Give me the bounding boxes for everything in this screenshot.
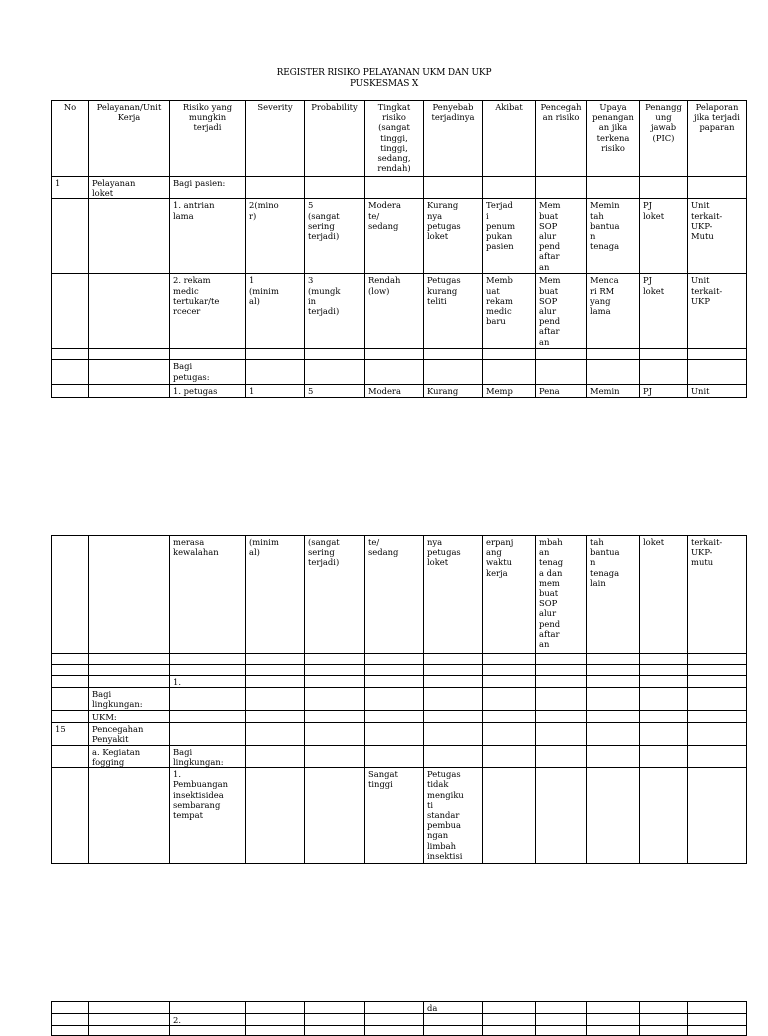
table-cell	[424, 676, 483, 688]
table-cell: Bagi lingkungan:	[89, 688, 170, 710]
table-cell	[52, 385, 89, 397]
table-cell	[365, 177, 424, 199]
table-cell	[587, 654, 640, 665]
table-cell: Terjad i penum pukan pasien	[483, 199, 536, 274]
table-row	[52, 768, 747, 864]
table-cell	[170, 349, 246, 360]
column-header: No	[52, 101, 89, 177]
column-header: Akibat	[483, 101, 536, 177]
table-cell	[483, 688, 536, 710]
table-cell	[424, 745, 483, 767]
table-cell: 1	[52, 177, 89, 199]
table-cell	[587, 1026, 640, 1036]
table-cell: 2. rekam medic tertukar/te rcecer	[170, 274, 246, 349]
table-cell	[52, 654, 89, 665]
table-row	[52, 654, 747, 665]
table-cell	[52, 1014, 89, 1026]
table-cell	[587, 177, 640, 199]
column-header: Tingkat risiko (sangat tinggi, tinggi, sedang, rendah)	[365, 101, 424, 177]
table-cell	[246, 722, 305, 745]
table-cell	[640, 177, 688, 199]
table-cell	[688, 688, 747, 710]
table-cell	[305, 360, 365, 385]
table-cell	[365, 722, 424, 745]
table-cell: Bagi petugas:	[170, 360, 246, 385]
table-cell: Bagi pasien:	[170, 177, 246, 199]
table-cell: da	[424, 1002, 483, 1014]
table-cell	[424, 665, 483, 676]
table-cell	[365, 360, 424, 385]
table-row	[52, 665, 747, 676]
table-cell	[587, 688, 640, 710]
table-cell	[424, 722, 483, 745]
table-cell	[246, 1026, 305, 1036]
title-line-2: PUSKESMAS X	[349, 79, 419, 89]
table-cell	[536, 654, 587, 665]
table-cell	[587, 710, 640, 722]
table-cell	[688, 768, 747, 864]
table-cell	[424, 710, 483, 722]
table-cell	[52, 360, 89, 385]
table-cell	[89, 385, 170, 397]
table-cell	[640, 710, 688, 722]
table-cell: Unit terkait- UKP- Mutu	[688, 199, 747, 274]
table-cell	[305, 1002, 365, 1014]
table-cell	[246, 745, 305, 767]
table-cell	[170, 1002, 246, 1014]
table-cell	[688, 360, 747, 385]
table-cell: 5	[305, 385, 365, 397]
table-cell	[89, 349, 170, 360]
table-cell	[170, 654, 246, 665]
table-cell	[587, 360, 640, 385]
table-cell: Petugas tidak mengiku ti standar pembua ngan limbah insektisi	[424, 768, 483, 864]
table-cell	[536, 768, 587, 864]
table-cell	[424, 349, 483, 360]
table-cell	[688, 177, 747, 199]
table-row	[52, 385, 747, 397]
table-cell	[52, 688, 89, 710]
table-cell	[365, 665, 424, 676]
table-cell	[52, 1026, 89, 1036]
table-cell: loket	[640, 536, 688, 654]
table-cell	[52, 676, 89, 688]
table-cell	[246, 177, 305, 199]
table-cell	[246, 688, 305, 710]
risk-register-table-page-2	[51, 535, 747, 864]
column-header: Pelaporan jika terjadi paparan	[688, 101, 747, 177]
table-cell	[424, 1026, 483, 1036]
column-header: Upaya penangan an jika terkena risiko	[587, 101, 640, 177]
table-cell	[640, 1014, 688, 1026]
table-cell	[89, 274, 170, 349]
table-cell	[640, 722, 688, 745]
table-cell	[365, 710, 424, 722]
table-cell	[365, 654, 424, 665]
table-row	[52, 1026, 747, 1036]
table-row	[52, 199, 747, 274]
table-cell	[170, 688, 246, 710]
table-cell: Mem buat SOP alur pend aftar an	[536, 274, 587, 349]
table-cell	[305, 349, 365, 360]
table-cell: PJ loket	[640, 274, 688, 349]
table-cell	[640, 665, 688, 676]
table-cell	[640, 676, 688, 688]
table-cell: Unit terkait- UKP	[688, 274, 747, 349]
table-cell	[587, 665, 640, 676]
table-cell: Sangat tinggi	[365, 768, 424, 864]
table-cell	[89, 1014, 170, 1026]
table-cell	[305, 722, 365, 745]
table-cell	[640, 745, 688, 767]
table-cell: Modera te/ sedang	[365, 199, 424, 274]
table-cell	[688, 722, 747, 745]
table-cell: 1.	[170, 676, 246, 688]
table-cell: a. Kegiatan fogging	[89, 745, 170, 767]
table-cell	[587, 676, 640, 688]
table-cell	[483, 745, 536, 767]
table-cell: tah bantua n tenaga lain	[587, 536, 640, 654]
table-row	[52, 745, 747, 767]
table-cell: 5 (sangat sering terjadi)	[305, 199, 365, 274]
table-cell	[536, 349, 587, 360]
table-row	[52, 274, 747, 349]
table-cell	[52, 768, 89, 864]
table-cell	[587, 349, 640, 360]
table-cell	[640, 349, 688, 360]
table-row	[52, 177, 747, 199]
header-row	[52, 101, 747, 177]
table-cell	[365, 1026, 424, 1036]
table-cell	[688, 349, 747, 360]
table-cell	[536, 722, 587, 745]
table-cell: erpanj ang waktu kerja	[483, 536, 536, 654]
table-cell	[89, 199, 170, 274]
table-cell: Pelayanan loket	[89, 177, 170, 199]
table-cell	[688, 654, 747, 665]
table-cell	[89, 768, 170, 864]
table-cell: 1. antrian lama	[170, 199, 246, 274]
table-cell	[52, 274, 89, 349]
table-cell	[536, 710, 587, 722]
table-cell	[688, 1026, 747, 1036]
table-cell	[424, 654, 483, 665]
table-cell: (minim al)	[246, 536, 305, 654]
table-cell	[52, 710, 89, 722]
table-cell	[305, 177, 365, 199]
table-cell	[52, 199, 89, 274]
table-cell	[536, 360, 587, 385]
table-row	[52, 676, 747, 688]
table-cell	[587, 768, 640, 864]
table-cell: Unit	[688, 385, 747, 397]
table-cell	[536, 665, 587, 676]
table-cell	[89, 1002, 170, 1014]
table-cell	[587, 1014, 640, 1026]
table-cell: 1 (minim al)	[246, 274, 305, 349]
risk-register-table-page-3	[51, 1001, 747, 1036]
table-cell: Rendah (low)	[365, 274, 424, 349]
table-cell: Pena	[536, 385, 587, 397]
column-header: Pencegah an risiko	[536, 101, 587, 177]
table-cell: UKM:	[89, 710, 170, 722]
table-cell	[424, 360, 483, 385]
table-cell	[246, 654, 305, 665]
table-cell	[52, 665, 89, 676]
table-cell: 1. petugas	[170, 385, 246, 397]
table-cell	[688, 665, 747, 676]
table-cell	[89, 665, 170, 676]
table-cell	[587, 722, 640, 745]
table-cell	[483, 177, 536, 199]
table-cell	[483, 768, 536, 864]
table-cell: Kurang	[424, 385, 483, 397]
table-cell	[365, 688, 424, 710]
table-cell	[246, 1014, 305, 1026]
table-cell: (sangat sering terjadi)	[305, 536, 365, 654]
table-cell	[305, 768, 365, 864]
table-cell	[305, 688, 365, 710]
table-cell	[483, 676, 536, 688]
table-cell: terkait- UKP- mutu	[688, 536, 747, 654]
table-cell	[688, 710, 747, 722]
table-cell: 2(mino r)	[246, 199, 305, 274]
column-header: Penangg ung jawab (PIC)	[640, 101, 688, 177]
table-cell	[640, 360, 688, 385]
table-cell	[587, 1002, 640, 1014]
table-cell	[305, 654, 365, 665]
table-cell	[483, 1014, 536, 1026]
table-cell	[52, 349, 89, 360]
table-cell	[52, 536, 89, 654]
table-row	[52, 360, 747, 385]
table-row	[52, 349, 747, 360]
table-cell	[536, 745, 587, 767]
table-cell	[305, 676, 365, 688]
table-cell: PJ	[640, 385, 688, 397]
table-cell: mbah an tenag a dan mem buat SOP alur pend aftar an	[536, 536, 587, 654]
table-cell	[305, 665, 365, 676]
table-cell	[587, 745, 640, 767]
table-cell	[246, 349, 305, 360]
table-cell: Petugas kurang teliti	[424, 274, 483, 349]
table-cell	[52, 1002, 89, 1014]
table-cell: Memin tah bantua n tenaga	[587, 199, 640, 274]
table-cell	[89, 536, 170, 654]
table-cell	[305, 1014, 365, 1026]
table-row	[52, 710, 747, 722]
table-cell	[170, 710, 246, 722]
table-cell	[483, 722, 536, 745]
table-cell	[246, 768, 305, 864]
table-cell	[246, 1002, 305, 1014]
table-row	[52, 1014, 747, 1026]
table-cell	[640, 688, 688, 710]
table-cell	[688, 745, 747, 767]
table-cell: Pencegahan Penyakit	[89, 722, 170, 745]
table-cell	[170, 722, 246, 745]
table-cell: Memin	[587, 385, 640, 397]
table-cell	[52, 745, 89, 767]
table-cell	[640, 654, 688, 665]
column-header: Penyebab terjadinya	[424, 101, 483, 177]
table-cell	[246, 710, 305, 722]
column-header: Probability	[305, 101, 365, 177]
table-cell: Modera	[365, 385, 424, 397]
table-row	[52, 688, 747, 710]
table-cell: 1. Pembuangan insektisidea sembarang tempat	[170, 768, 246, 864]
table-row	[52, 1002, 747, 1014]
table-cell	[424, 688, 483, 710]
table-cell	[89, 360, 170, 385]
table-cell	[424, 177, 483, 199]
table-cell	[640, 1002, 688, 1014]
table-cell	[483, 1002, 536, 1014]
table-cell: 1	[246, 385, 305, 397]
column-header: Severity	[246, 101, 305, 177]
table-cell	[483, 710, 536, 722]
table-cell	[483, 654, 536, 665]
table-cell: Memb uat rekam medic baru	[483, 274, 536, 349]
table-cell: 3 (mungk in terjadi)	[305, 274, 365, 349]
table-row	[52, 722, 747, 745]
table-cell	[365, 1002, 424, 1014]
table-cell	[688, 1014, 747, 1026]
table-cell: Mem buat SOP alur pend aftar an	[536, 199, 587, 274]
table-cell: Bagi lingkungan:	[170, 745, 246, 767]
table-cell	[246, 676, 305, 688]
table-cell	[89, 654, 170, 665]
table-cell	[640, 1026, 688, 1036]
table-cell	[89, 1026, 170, 1036]
table-cell: PJ loket	[640, 199, 688, 274]
risk-register-table-page-1	[51, 100, 747, 398]
document-title	[0, 68, 768, 90]
table-cell	[365, 676, 424, 688]
table-row	[52, 536, 747, 654]
table-cell	[536, 1026, 587, 1036]
table-cell	[305, 1026, 365, 1036]
table-cell	[483, 349, 536, 360]
table-cell	[365, 349, 424, 360]
table-cell	[424, 1014, 483, 1026]
table-cell	[246, 360, 305, 385]
table-cell	[365, 745, 424, 767]
table-cell	[483, 665, 536, 676]
table-cell	[536, 1002, 587, 1014]
column-header: Pelayanan/Unit Kerja	[89, 101, 170, 177]
column-header: Risiko yang mungkin terjadi	[170, 101, 246, 177]
table-cell	[483, 360, 536, 385]
table-cell	[89, 676, 170, 688]
table-cell	[640, 768, 688, 864]
title-line-1: REGISTER RISIKO PELAYANAN UKM DAN UKP	[276, 68, 492, 78]
table-cell	[536, 177, 587, 199]
table-cell: Kurang nya petugas loket	[424, 199, 483, 274]
table-cell	[170, 1026, 246, 1036]
table-cell: 15	[52, 722, 89, 745]
table-cell	[536, 676, 587, 688]
table-cell	[483, 1026, 536, 1036]
table-cell	[536, 688, 587, 710]
table-cell	[170, 665, 246, 676]
table-cell	[536, 1014, 587, 1026]
table-cell: merasa kewalahan	[170, 536, 246, 654]
table-cell	[365, 1014, 424, 1026]
table-cell	[305, 745, 365, 767]
table-cell	[688, 1002, 747, 1014]
table-cell	[688, 676, 747, 688]
table-cell: Menca ri RM yang lama	[587, 274, 640, 349]
table-cell	[305, 710, 365, 722]
table-cell: te/ sedang	[365, 536, 424, 654]
table-cell: 2.	[170, 1014, 246, 1026]
table-cell: nya petugas loket	[424, 536, 483, 654]
table-cell: Memp	[483, 385, 536, 397]
table-cell	[246, 665, 305, 676]
